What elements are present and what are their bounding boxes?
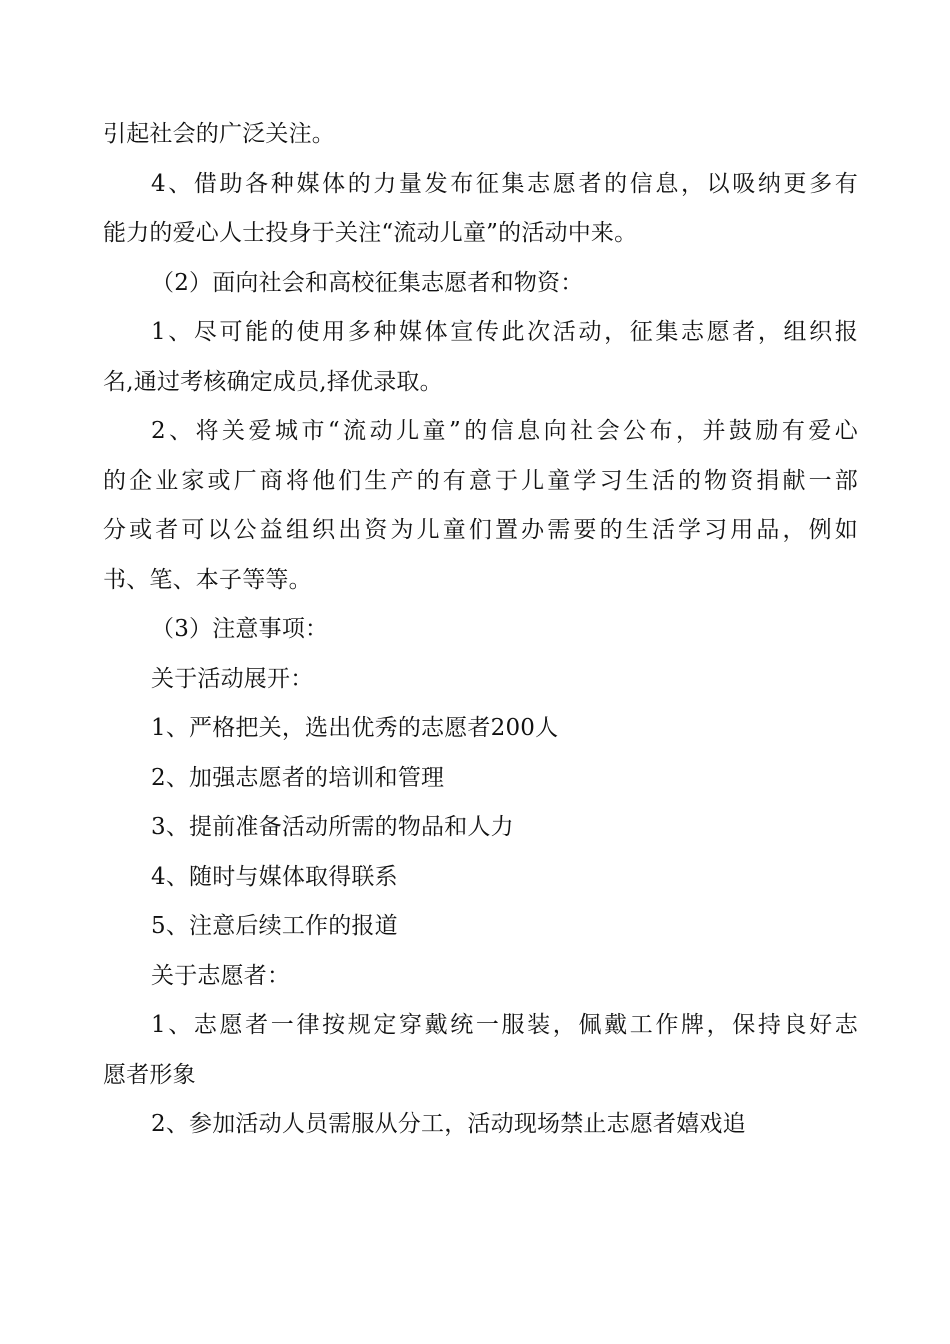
document-body <box>103 110 858 1150</box>
text-line: 引起社会的广泛关注。 <box>103 121 335 147</box>
list-item: 1、志愿者一律按规定穿戴统一服装，佩戴工作牌，保持良好志 <box>151 1012 858 1038</box>
text-line: 名,通过考核确定成员,择优录取。 <box>103 368 443 395</box>
section-heading: （2）面向社会和高校征集志愿者和物资： <box>151 269 584 296</box>
text-line: 2、将关爱城市“流动儿童”的信息向社会公布，并鼓励有爱心 <box>151 418 858 444</box>
subheading: 关于志愿者： <box>151 962 291 989</box>
section-heading: （3）注意事项： <box>151 616 329 642</box>
subheading: 关于活动展开： <box>151 665 314 692</box>
text-line: 能力的爱心人士投身于关注“流动儿童”的活动中来。 <box>103 220 638 246</box>
text-line: 书、笔、本子等等。 <box>103 566 312 593</box>
list-item: 3、提前准备活动所需的物品和人力 <box>151 814 514 840</box>
list-item: 1、严格把关，选出优秀的志愿者200人 <box>151 715 559 741</box>
text-line: 分或者可以公益组织出资为儿童们置办需要的生活学习用品，例如 <box>103 517 858 543</box>
list-item: 2、加强志愿者的培训和管理 <box>151 764 445 791</box>
list-item: 5、注意后续工作的报道 <box>151 913 398 939</box>
text-line: 4、借助各种媒体的力量发布征集志愿者的信息，以吸纳更多有 <box>151 170 858 197</box>
text-line: 的企业家或厂商将他们生产的有意于儿童学习生活的物资捐献一部 <box>103 467 858 494</box>
text-line: 1、尽可能的使用多种媒体宣传此次活动，征集志愿者，组织报 <box>151 319 858 345</box>
list-item: 2、参加活动人员需服从分工，活动现场禁止志愿者嬉戏追 <box>151 1111 746 1137</box>
text-line: 愿者形象 <box>103 1061 196 1088</box>
list-item: 4、随时与媒体取得联系 <box>151 863 398 890</box>
